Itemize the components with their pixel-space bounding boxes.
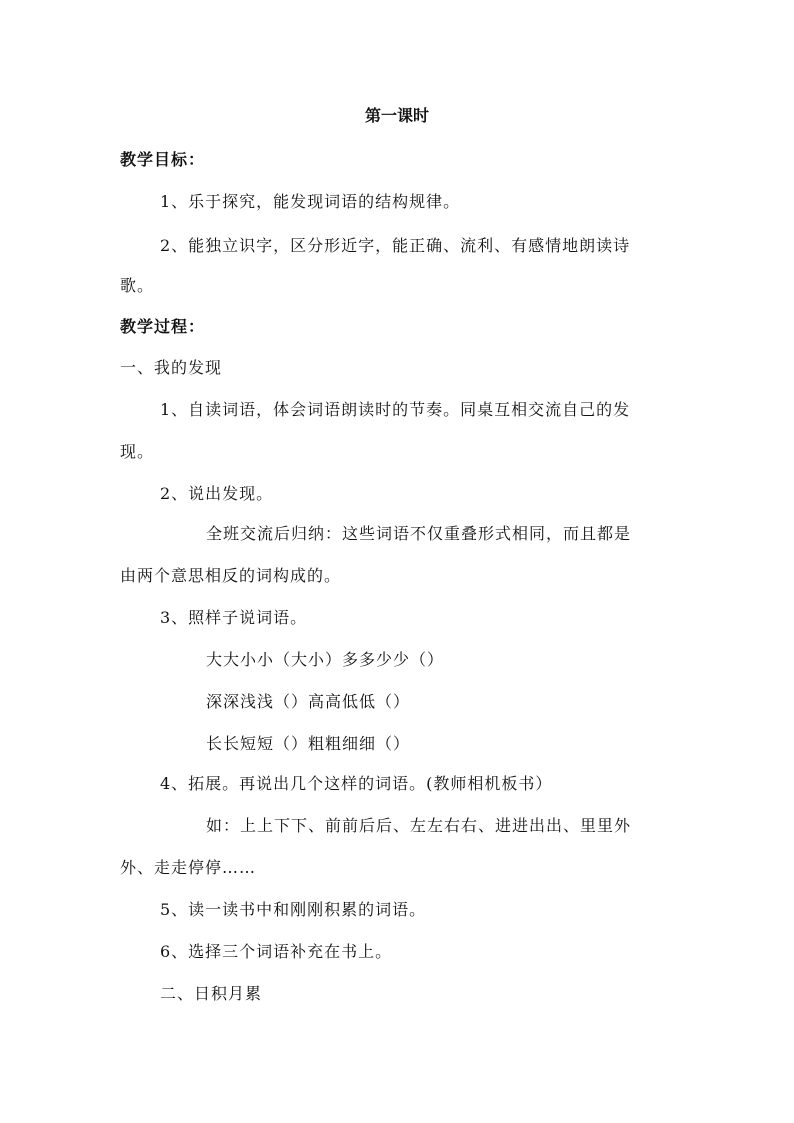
goal-item-2-line-2: 歌。 <box>120 276 155 295</box>
step-4: 4、拓展。再说出几个这样的词语。(教师相机板书） <box>160 774 553 793</box>
expand-line-2: 外、走走停停…… <box>120 858 257 877</box>
goal-item-2-line-1: 2、能独立识字，区分形近字，能正确、流利、有感情地朗读诗 <box>160 236 631 255</box>
step-3: 3、照样子说词语。 <box>160 608 308 627</box>
expand-line-1: 如：上上下下、前前后后、左左右右、进进出出、里里外 <box>206 816 632 835</box>
step-2: 2、说出发现。 <box>160 484 274 503</box>
example-line-3: 长长短短（）粗粗细细（） <box>206 734 411 753</box>
goals-heading: 教学目标： <box>120 150 206 169</box>
section-2-title: 二、日积月累 <box>160 984 263 1003</box>
section-1-title: 一、我的发现 <box>120 358 223 377</box>
example-line-1: 大大小小（大小）多多少少（） <box>206 650 445 669</box>
process-heading: 教学过程： <box>120 317 206 336</box>
step-1-line-2: 现。 <box>120 442 155 461</box>
summary-line-1: 全班交流后归纳：这些词语不仅重叠形式相同，而且都是 <box>206 524 632 543</box>
page-title: 第一课时 <box>364 106 429 125</box>
example-line-2: 深深浅浅（）高高低低（） <box>206 692 411 711</box>
goal-item-1: 1、乐于探究，能发现词语的结构规律。 <box>160 192 461 211</box>
step-5: 5、读一读书中和刚刚积累的词语。 <box>160 900 427 919</box>
step-1-line-1: 1、自读词语，体会词语朗读时的节奏。同桌互相交流自己的发 <box>160 400 631 419</box>
summary-line-2: 由两个意思相反的词构成的。 <box>120 566 342 585</box>
step-6: 6、选择三个词语补充在书上。 <box>160 942 393 961</box>
